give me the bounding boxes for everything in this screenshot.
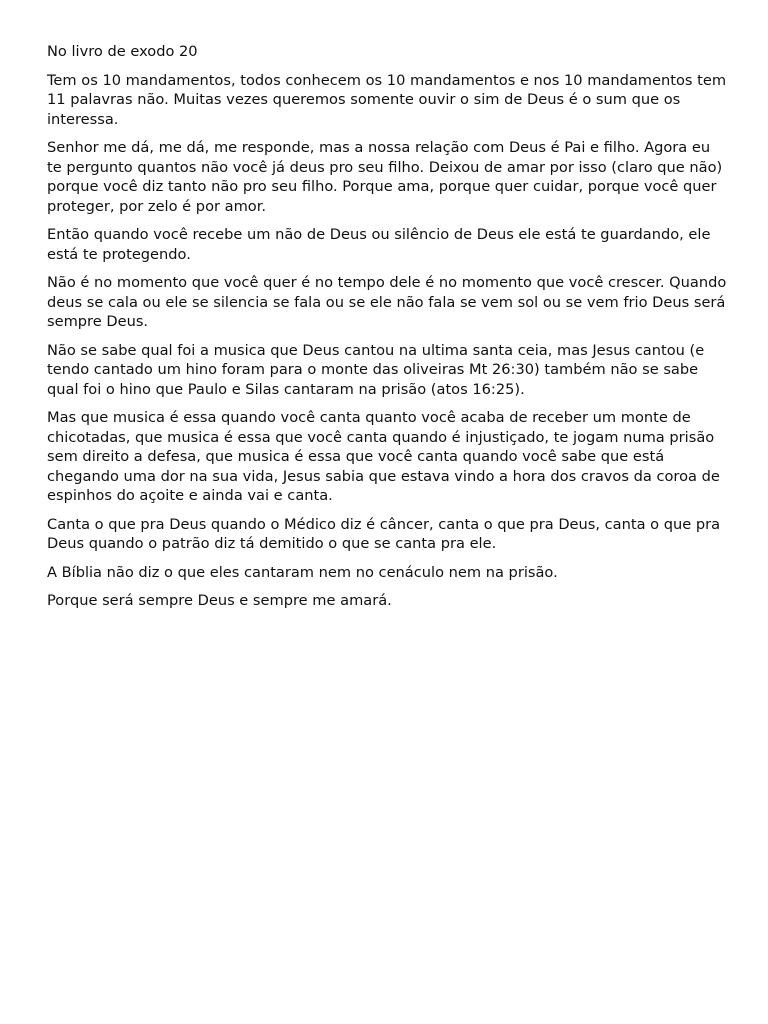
document-title-line: No livro de exodo 20 <box>47 43 198 60</box>
paragraph-music: Mas que musica é essa quando você canta quanto você acaba de receber um monte de chicotadas, que musica é essa que você canta quando é injustiçado, te jogam numa prisão sem direito a defesa, que musica é essa que você canta quando você sabe que está chegando uma dor na sua vida, Jesus sabia que estava vindo a hora dos cravos da coroa de espinhos do açoite e ainda vai e canta. <box>47 409 720 504</box>
paragraph-time: Não é no momento que você quer é no tempo dele é no momento que você crescer. Quando deus se cala ou ele se silencia se fala ou se ele não fala se vem sol ou se vem frio Deus será sempre Deus. <box>47 274 727 330</box>
paragraph-silence: Então quando você recebe um não de Deus ou silêncio de Deus ele está te guardando, ele está te protegendo. <box>47 226 711 263</box>
document-page <box>47 42 727 620</box>
paragraph-commandments: Tem os 10 mandamentos, todos conhecem os 10 mandamentos e nos 10 mandamentos tem 11 palavras não. Muitas vezes queremos somente ouvir o sim de Deus é o sum que os interessa. <box>47 71 727 128</box>
paragraph-cancer: Canta o que pra Deus quando o Médico diz é câncer, canta o que pra Deus, canta o que pra Deus quando o patrão diz tá demitido o que se canta pra ele. <box>47 515 721 552</box>
paragraph-bible: A Bíblia não diz o que eles cantaram nem no cenáculo nem na prisão. <box>47 563 558 581</box>
paragraph-last-supper: Não se sabe qual foi a musica que Deus cantou na ultima santa ceia, mas Jesus cantou (e tendo cantado um hino foram para o monte das oliveiras Mt 26:30) também não se sabe qual foi o hino que Paulo e Silas cantaram na prisão (atos 16:25). <box>47 341 705 398</box>
paragraph-closing: Porque será sempre Deus e sempre me amará. <box>47 592 392 609</box>
paragraph-father-son: Senhor me dá, me dá, me responde, mas a nossa relação com Deus é Pai e filho. Agora eu te pergunto quantos não você já deus pro seu filho. Deixou de amar por isso (claro que não) porque você diz tanto não pro seu filho. Porque ama, porque quer cuidar, porque você quer proteger, por zelo é por amor. <box>47 139 723 215</box>
